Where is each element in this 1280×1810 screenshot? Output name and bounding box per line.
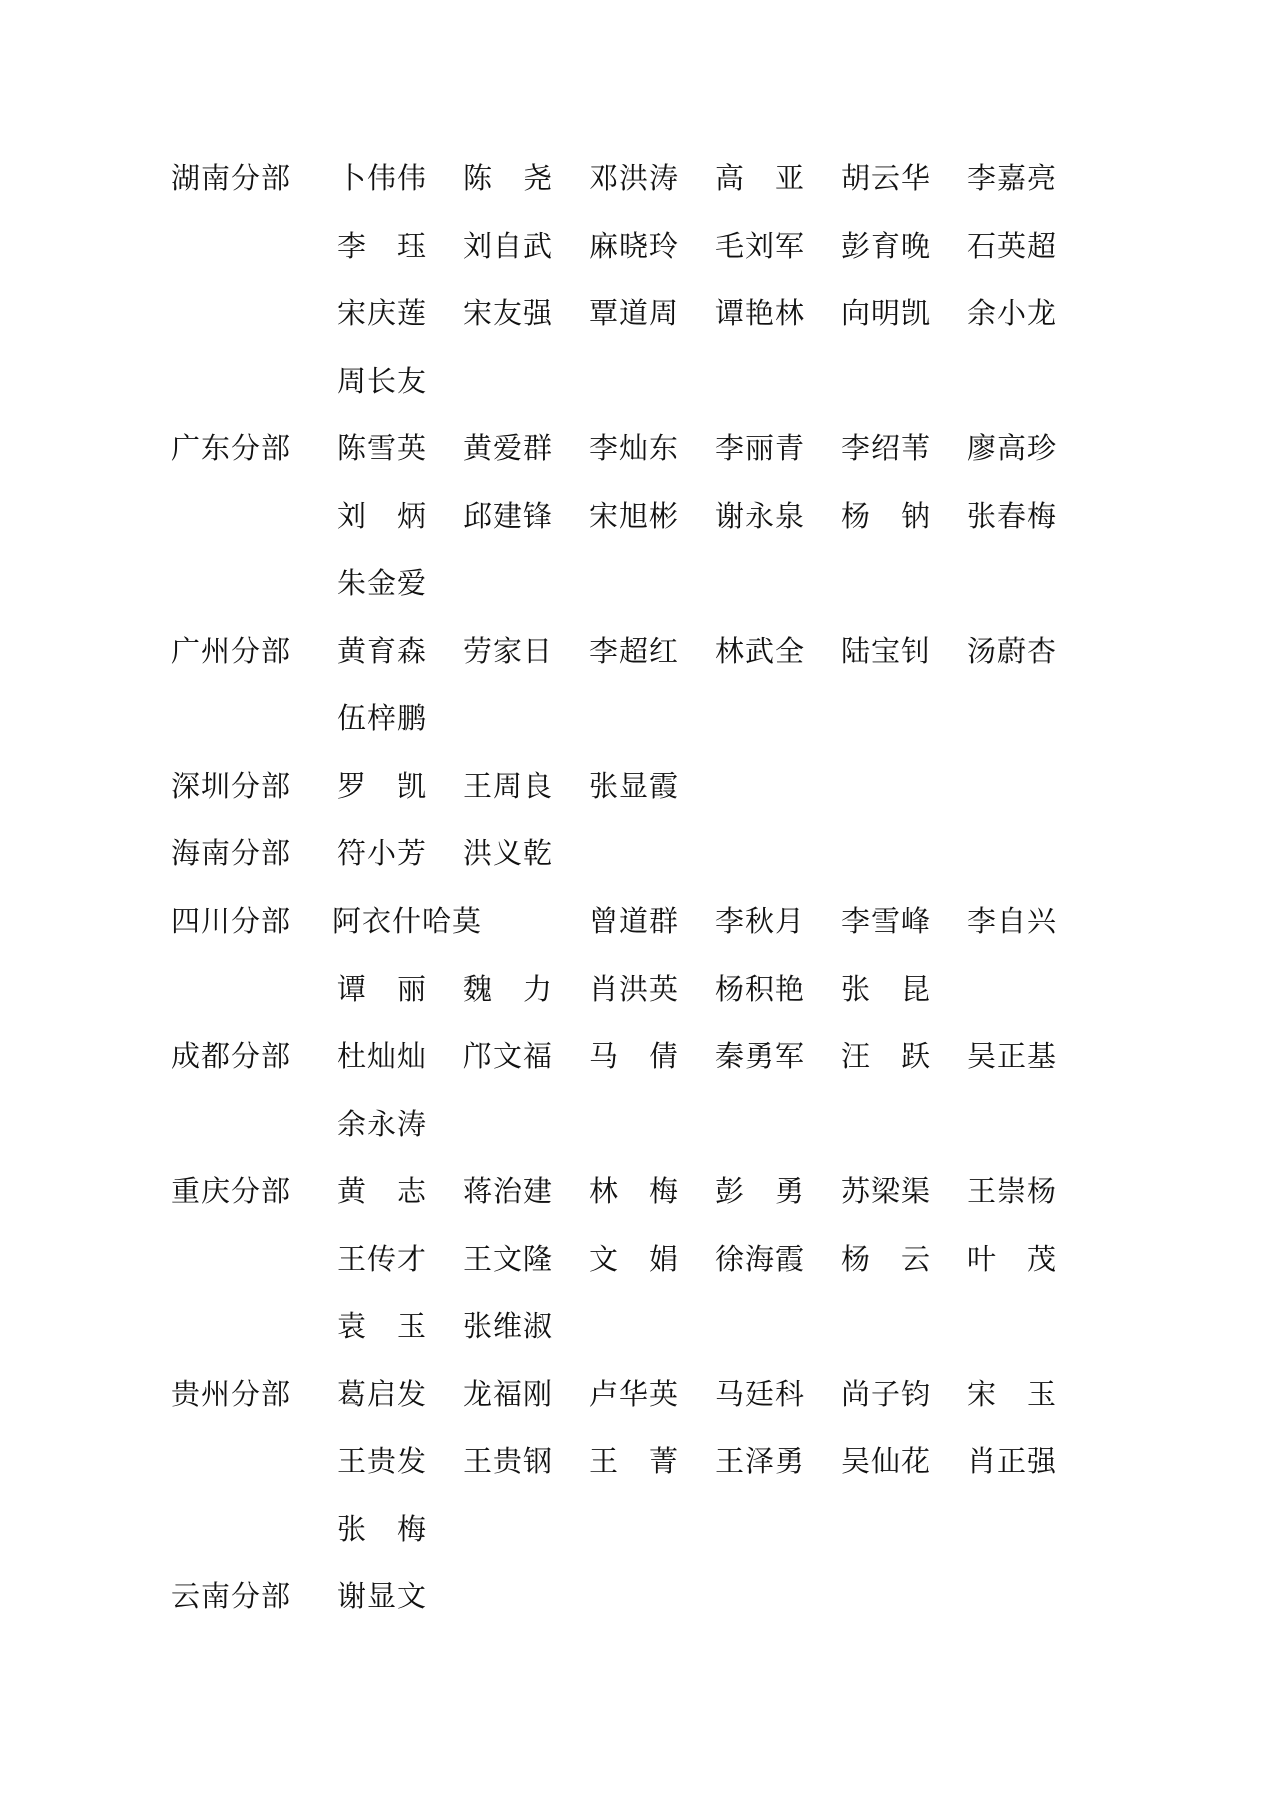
member-name: 文 娟 bbox=[589, 1241, 680, 1276]
member-name: 李灿东 bbox=[589, 431, 680, 466]
member-name: 李雪峰 bbox=[841, 904, 932, 939]
member-name: 袁 玉 bbox=[337, 1309, 428, 1344]
member-name: 卢华英 bbox=[589, 1376, 680, 1411]
member-name: 陆宝钊 bbox=[841, 633, 932, 668]
branch-name: 贵州分部 bbox=[171, 1376, 292, 1411]
member-name: 杨 云 bbox=[841, 1241, 932, 1276]
roster-line bbox=[171, 829, 1131, 897]
member-name: 肖正强 bbox=[967, 1444, 1058, 1479]
member-name: 陈雪英 bbox=[337, 431, 428, 466]
member-name: 符小芳 bbox=[337, 836, 428, 871]
member-name: 王贵发 bbox=[337, 1444, 428, 1479]
member-name: 张显霞 bbox=[589, 768, 680, 803]
member-name: 宋友强 bbox=[463, 296, 554, 331]
member-name: 李秋月 bbox=[715, 904, 806, 939]
member-name: 毛刘军 bbox=[715, 228, 806, 263]
member-name: 杨积艳 bbox=[715, 971, 806, 1006]
member-name: 宋 玉 bbox=[967, 1376, 1058, 1411]
member-name: 尚子钧 bbox=[841, 1376, 932, 1411]
member-name: 王 菁 bbox=[589, 1444, 680, 1479]
roster-line bbox=[171, 492, 1131, 560]
member-name: 谭艳林 bbox=[715, 296, 806, 331]
member-name: 李丽青 bbox=[715, 431, 806, 466]
roster-line bbox=[171, 1437, 1131, 1505]
member-name: 伍梓鹏 bbox=[337, 701, 428, 736]
member-name: 余永涛 bbox=[337, 1106, 428, 1141]
member-name: 张春梅 bbox=[967, 498, 1058, 533]
member-name: 苏梁渠 bbox=[841, 1174, 932, 1209]
member-name: 张 梅 bbox=[337, 1511, 428, 1546]
roster-line bbox=[171, 694, 1131, 762]
member-name: 王文隆 bbox=[463, 1241, 554, 1276]
member-name: 曾道群 bbox=[589, 904, 680, 939]
roster-line bbox=[171, 1100, 1131, 1168]
branch-name: 深圳分部 bbox=[171, 768, 292, 803]
member-name: 徐海霞 bbox=[715, 1241, 806, 1276]
member-name: 余小龙 bbox=[967, 296, 1058, 331]
roster-line bbox=[171, 559, 1131, 627]
member-name: 魏 力 bbox=[463, 971, 554, 1006]
branch-name: 湖南分部 bbox=[171, 161, 292, 195]
roster-line bbox=[171, 1572, 1131, 1640]
roster-line bbox=[171, 1235, 1131, 1303]
member-name: 王周良 bbox=[463, 768, 554, 803]
member-name: 卜伟伟 bbox=[337, 161, 428, 195]
roster-line bbox=[171, 222, 1131, 290]
roster-line bbox=[171, 154, 1131, 222]
member-name: 杨 钠 bbox=[841, 498, 932, 533]
member-name: 吴仙花 bbox=[841, 1444, 932, 1479]
member-name: 谢永泉 bbox=[715, 498, 806, 533]
roster-line bbox=[171, 1302, 1131, 1370]
branch-name: 四川分部 bbox=[171, 904, 292, 939]
member-name: 邱建锋 bbox=[463, 498, 554, 533]
member-name: 汪 跃 bbox=[841, 1039, 932, 1074]
branch-name: 海南分部 bbox=[171, 836, 292, 871]
member-name: 王泽勇 bbox=[715, 1444, 806, 1479]
member-name: 马 倩 bbox=[589, 1039, 680, 1074]
member-name: 劳家日 bbox=[463, 633, 554, 668]
member-name: 张 昆 bbox=[841, 971, 932, 1006]
branch-name: 成都分部 bbox=[171, 1039, 292, 1074]
member-name: 石英超 bbox=[967, 228, 1058, 263]
member-name: 刘自武 bbox=[463, 228, 554, 263]
member-name: 林武全 bbox=[715, 633, 806, 668]
member-name: 李自兴 bbox=[967, 904, 1058, 939]
member-name: 谢显文 bbox=[337, 1579, 428, 1614]
member-name: 李超红 bbox=[589, 633, 680, 668]
member-name: 朱金爱 bbox=[337, 566, 428, 601]
member-name: 林 梅 bbox=[589, 1174, 680, 1209]
branch-name: 广州分部 bbox=[171, 633, 292, 668]
roster-line bbox=[171, 1167, 1131, 1235]
member-name: 秦勇军 bbox=[715, 1039, 806, 1074]
member-name: 黄育森 bbox=[337, 633, 428, 668]
member-name: 宋庆莲 bbox=[337, 296, 428, 331]
member-name: 黄爱群 bbox=[463, 431, 554, 466]
member-name: 廖高珍 bbox=[967, 431, 1058, 466]
roster-line bbox=[171, 424, 1131, 492]
member-name: 刘 炳 bbox=[337, 498, 428, 533]
member-name: 叶 茂 bbox=[967, 1241, 1058, 1276]
member-name: 马廷科 bbox=[715, 1376, 806, 1411]
member-name: 邓洪涛 bbox=[589, 161, 680, 195]
member-name: 龙福刚 bbox=[463, 1376, 554, 1411]
member-name: 阿衣什哈莫 bbox=[332, 904, 483, 939]
member-name: 彭育晚 bbox=[841, 228, 932, 263]
roster-line bbox=[171, 897, 1131, 965]
member-name: 彭 勇 bbox=[715, 1174, 806, 1209]
member-name: 蒋治建 bbox=[463, 1174, 554, 1209]
member-name: 吴正基 bbox=[967, 1039, 1058, 1074]
member-name: 汤蔚杏 bbox=[967, 633, 1058, 668]
member-name: 麻晓玲 bbox=[589, 228, 680, 263]
branch-name: 广东分部 bbox=[171, 431, 292, 466]
member-name: 胡云华 bbox=[841, 161, 932, 195]
member-name: 李绍苇 bbox=[841, 431, 932, 466]
branch-name: 云南分部 bbox=[171, 1579, 292, 1614]
member-name: 覃道周 bbox=[589, 296, 680, 331]
roster-line bbox=[171, 762, 1131, 830]
member-name: 李 珏 bbox=[337, 228, 428, 263]
member-name: 王传才 bbox=[337, 1241, 428, 1276]
roster-line bbox=[171, 1505, 1131, 1573]
member-name: 王贵钢 bbox=[463, 1444, 554, 1479]
branch-name: 重庆分部 bbox=[171, 1174, 292, 1209]
roster-line bbox=[171, 965, 1131, 1033]
member-name: 葛启发 bbox=[337, 1376, 428, 1411]
member-name: 洪义乾 bbox=[463, 836, 554, 871]
member-name: 宋旭彬 bbox=[589, 498, 680, 533]
roster-line bbox=[171, 1370, 1131, 1438]
roster-line bbox=[171, 289, 1131, 357]
member-name: 陈 尧 bbox=[463, 161, 554, 195]
roster-line bbox=[171, 1032, 1131, 1100]
member-name: 谭 丽 bbox=[337, 971, 428, 1006]
member-name: 周长友 bbox=[337, 363, 428, 398]
member-name: 王崇杨 bbox=[967, 1174, 1058, 1209]
member-name: 向明凯 bbox=[841, 296, 932, 331]
member-name: 李嘉亮 bbox=[967, 161, 1058, 195]
roster-line bbox=[171, 627, 1131, 695]
member-name: 黄 志 bbox=[337, 1174, 428, 1209]
member-name: 肖洪英 bbox=[589, 971, 680, 1006]
member-name: 高 亚 bbox=[715, 161, 806, 195]
member-name: 罗 凯 bbox=[337, 768, 428, 803]
roster-line bbox=[171, 357, 1131, 425]
member-name: 张维淑 bbox=[463, 1309, 554, 1344]
member-name: 杜灿灿 bbox=[337, 1039, 428, 1074]
member-name: 邝文福 bbox=[463, 1039, 554, 1074]
branch-roster bbox=[171, 154, 1131, 1640]
